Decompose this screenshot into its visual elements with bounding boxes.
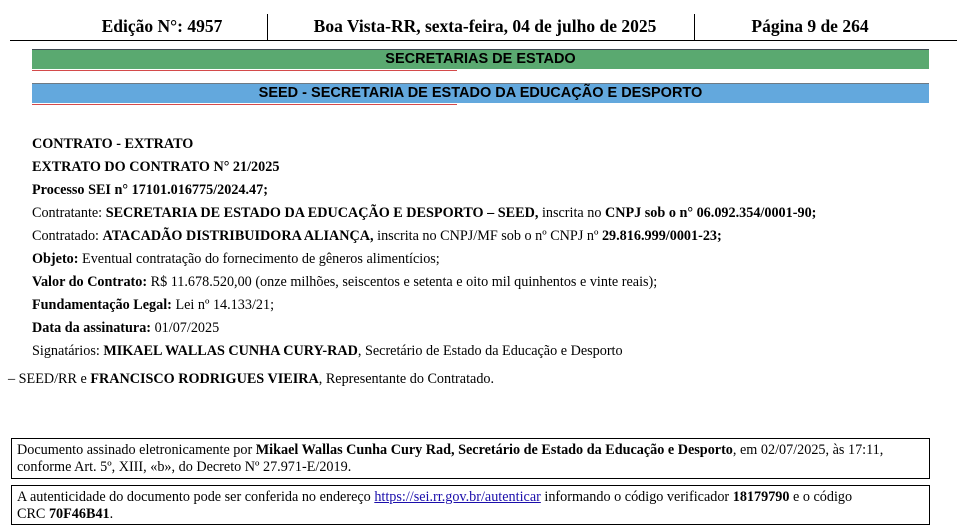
- authenticity-link[interactable]: https://sei.rr.gov.br/autenticar: [374, 489, 541, 505]
- signatarios-line: [32, 343, 623, 360]
- authenticity-text-end: e o código: [789, 489, 853, 505]
- contratado-name: ATACADÃO DISTRIBUIDORA ALIANÇA,: [102, 228, 374, 244]
- authenticity-text: A autenticidade do documento pode ser conferida no endereço: [17, 489, 375, 505]
- fundamentacao-value: Lei nº 14.133/21;: [171, 297, 275, 313]
- objeto-line: [32, 251, 440, 268]
- signatory-1-role: , Secretário de Estado da Educação e Desporto: [357, 343, 623, 359]
- valor-line: [32, 274, 657, 291]
- signing-date-line: [32, 320, 219, 337]
- signature-line-2: conforme Art. 5º, XIII, «b», do Decreto Nº 27.971-E/2019.: [17, 459, 352, 475]
- page-header: [10, 12, 957, 41]
- section-band-seed: SEED - SECRETARIA DE ESTADO DA EDUCAÇÃO E DESPORTO: [32, 83, 929, 103]
- crc-code: 70F46B41: [48, 506, 110, 522]
- fundamentacao-label: Fundamentação Legal:: [32, 297, 172, 313]
- header-divider: [267, 14, 268, 40]
- document-subtitle: EXTRATO DO CONTRATO N° 21/2025: [32, 159, 280, 175]
- section-band-secretarias: SECRETARIAS DE ESTADO: [32, 49, 929, 69]
- signing-date-value: 01/07/2025: [151, 320, 220, 336]
- verifier-code: 18179790: [732, 489, 790, 505]
- authenticity-text-mid: informando o código verificador: [540, 489, 733, 505]
- signature-datetime: , em 02/07/2025, às 17:11,: [732, 442, 884, 458]
- signatory-1-name: MIKAEL WALLAS CUNHA CURY-RAD: [103, 343, 358, 359]
- valor-label: Valor do Contrato:: [32, 274, 148, 290]
- edition-number: Edição N°: 4957: [101, 16, 223, 36]
- page-number: Página 9 de 264: [751, 16, 869, 36]
- crc-period: .: [109, 506, 114, 522]
- signature-separator: ,: [451, 442, 459, 458]
- authenticity-line-1: [17, 489, 924, 506]
- authenticity-box: [11, 485, 930, 525]
- contratado-mid: inscrita no CNPJ/MF sob o nº CNPJ nº: [373, 228, 602, 244]
- process-number: Processo SEI n° 17101.016775/2024.47;: [32, 182, 268, 198]
- signature-text: Documento assinado eletronicamente por: [17, 442, 256, 458]
- fundamentacao-line: [32, 297, 274, 314]
- contratado-label: Contratado:: [32, 228, 103, 244]
- signature-line-1: [17, 442, 924, 459]
- contratante-cnpj: CNPJ sob o n° 06.092.354/0001-90;: [604, 205, 817, 221]
- contratante-name: SECRETARIA DE ESTADO DA EDUCAÇÃO E DESPORTO – SEED,: [105, 205, 539, 221]
- signatarios-label: Signatários:: [32, 343, 104, 359]
- signatory-2-role: , Representante do Contratado.: [318, 371, 495, 387]
- signer-role: Secretário de Estado da Educação e Desporto: [458, 442, 733, 458]
- objeto-value: Eventual contratação do fornecimento de gêneros alimentícios;: [78, 251, 440, 267]
- crc-label: CRC: [17, 506, 49, 522]
- contratante-line: [32, 205, 816, 222]
- document-title: CONTRATO - EXTRATO: [32, 136, 194, 152]
- valor-value: R$ 11.678.520,00 (onze milhões, seiscentos e setenta e oito mil quinhentos e vinte reais);: [147, 274, 658, 290]
- contratado-line: [32, 228, 722, 245]
- authenticity-line-2: [17, 506, 924, 523]
- signatory-2-name: FRANCISCO RODRIGUES VIEIRA: [90, 371, 319, 387]
- signer-name: Mikael Wallas Cunha Cury Rad: [255, 442, 452, 458]
- signatarios-continuation: [8, 371, 494, 388]
- accent-rule: [32, 70, 457, 71]
- contratante-label: Contratante:: [32, 205, 106, 221]
- accent-rule: [32, 104, 457, 105]
- signatarios-cont-text: – SEED/RR e: [8, 371, 91, 387]
- contratante-mid: inscrita no: [538, 205, 605, 221]
- signing-date-label: Data da assinatura:: [32, 320, 152, 336]
- publication-date: Boa Vista-RR, sexta-feira, 04 de julho de 2025: [313, 16, 657, 36]
- electronic-signature-box: [11, 438, 930, 479]
- objeto-label: Objeto:: [32, 251, 79, 267]
- header-divider: [694, 14, 695, 40]
- contratado-cnpj: 29.816.999/0001-23;: [601, 228, 722, 244]
